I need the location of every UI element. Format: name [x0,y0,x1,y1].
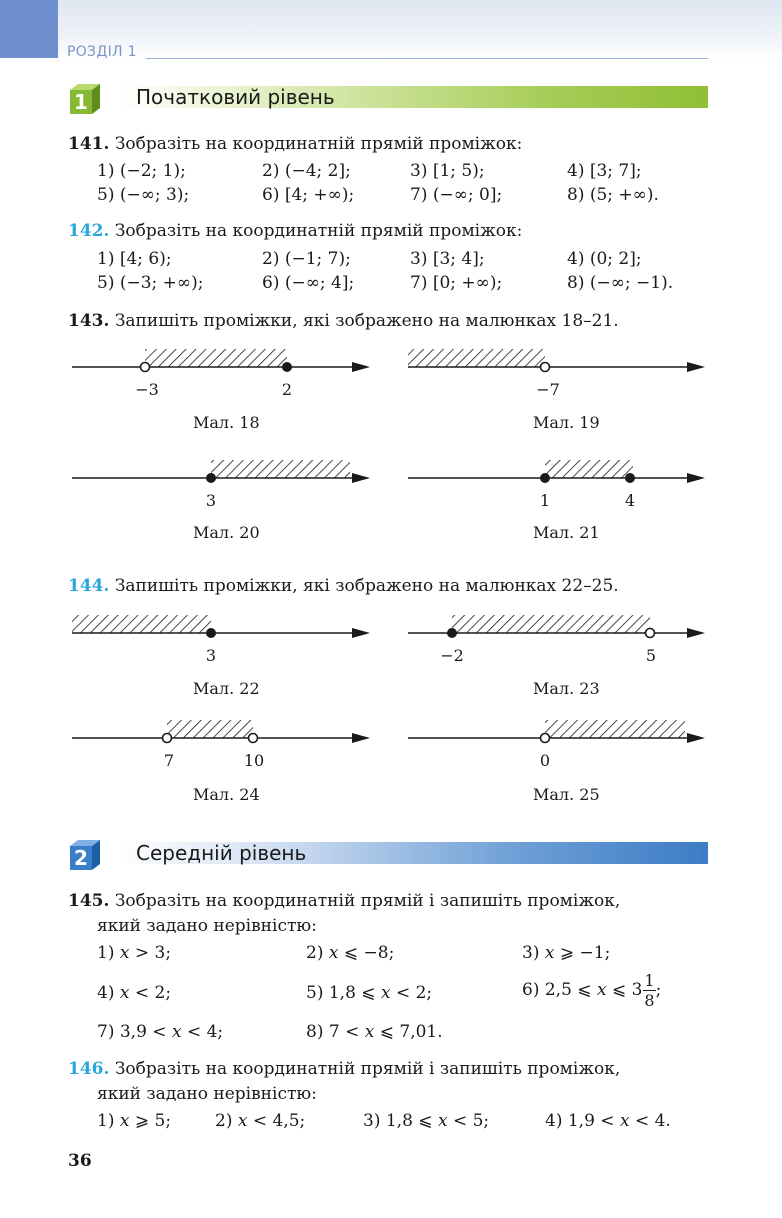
cube-badge-icon [68,82,100,114]
arrow-head-icon [687,473,705,483]
closed-point [282,362,292,372]
caption-fig-20: Мал. 20 [193,523,260,542]
level-2-badge-number: 2 [74,846,88,870]
exercise-146-text-line2: який задано нерівністю: [97,1084,317,1104]
ex141-item-8: 8) (5; +∞). [567,185,659,205]
caption-fig-22: Мал. 22 [193,679,260,698]
exercise-number: 143. [68,311,110,331]
exercise-text: Запишіть проміжки, які зображено на малюнках 18–21. [114,311,619,331]
ex145-item-3: 3) x ⩾ −1; [522,943,611,963]
closed-point [206,628,216,638]
ex142-item-2: 2) (−1; 7); [262,249,351,269]
hatch-region [545,460,633,478]
ex142-item-5: 5) (−3; +∞); [97,273,204,293]
exercise-text: Запишіть проміжки, які зображено на малюнках 22–25. [114,576,619,596]
level-1-title: Початковий рівень [136,85,335,109]
ex146-item-2: 2) x < 4,5; [215,1111,306,1131]
arrow-head-icon [352,362,370,372]
exercise-number: 141. [68,134,110,154]
ex145-item-4: 4) x < 2; [97,983,172,1003]
axis-label: −2 [440,646,464,665]
caption-fig-25: Мал. 25 [533,785,600,804]
hatch-region [167,720,253,738]
figure-20 [72,460,370,510]
exercise-145-heading [68,891,620,911]
exercise-143-heading [68,311,619,331]
section-label: РОЗДІЛ 1 [67,44,137,60]
caption-fig-19: Мал. 19 [533,413,600,432]
ex145-item-1: 1) x > 3; [97,943,172,963]
exercise-number: 145. [68,891,110,911]
closed-point [206,473,216,483]
axis-label: 5 [645,646,657,665]
figure-23 [408,615,705,665]
ex142-item-8: 8) (−∞; −1). [567,273,674,293]
exercise-number: 146. [68,1059,110,1079]
ex146-item-3: 3) 1,8 ⩽ x < 5; [363,1111,490,1131]
arrow-head-icon [352,733,370,743]
open-point [249,734,258,743]
figure-18 [72,349,370,399]
ex141-item-4: 4) [3; 7]; [567,161,642,181]
ex141-item-2: 2) (−4; 2]; [262,161,351,181]
figure-25 [408,720,705,770]
open-point [163,734,172,743]
axis-label: 4 [624,491,636,510]
caption-fig-23: Мал. 23 [533,679,600,698]
arrow-head-icon [352,473,370,483]
ex141-item-7: 7) (−∞; 0]; [410,185,503,205]
ex141-item-3: 3) [1; 5); [410,161,485,181]
axis-label: 1 [539,491,551,510]
axis-label: 0 [539,751,551,770]
closed-point [447,628,457,638]
ex142-item-4: 4) (0; 2]; [567,249,642,269]
exercise-text: Зобразіть на координатній прямій проміжок: [114,221,523,241]
open-point [541,363,550,372]
level-1-bar [68,82,708,114]
figure-22 [72,615,370,665]
open-point [646,629,655,638]
arrow-head-icon [687,362,705,372]
arrow-head-icon [687,733,705,743]
page-number: 36 [68,1151,92,1171]
figure-21 [408,460,705,510]
hatch-region [408,349,545,367]
level-2-title: Середній рівень [136,841,307,865]
corner-block [0,0,58,58]
axis-label: 10 [243,751,265,770]
ex146-item-1: 1) x ⩾ 5; [97,1111,172,1131]
ex142-item-6: 6) (−∞; 4]; [262,273,355,293]
arrow-head-icon [687,628,705,638]
ex141-item-1: 1) (−2; 1); [97,161,186,181]
ex145-item-6: 6) 2,5 ⩽ x ⩽ 3 $\frac{1}{8}$ ; [522,971,662,1010]
ex145-item-7: 7) 3,9 < x < 4; [97,1022,224,1042]
axis-label: 3 [205,646,217,665]
exercise-text: Зобразіть на координатній прямій проміжок: [114,134,523,154]
fraction: $\frac{1}{8}$ [644,971,655,1010]
axis-label: 7 [163,751,175,770]
ex142-item-1: 1) [4; 6); [97,249,172,269]
ex141-item-5: 5) (−∞; 3); [97,185,190,205]
section-divider [146,58,708,59]
open-point [141,363,150,372]
exercise-number: 142. [68,221,110,241]
ex142-item-3: 3) [3; 4]; [410,249,485,269]
hatch-region [211,460,350,478]
closed-point [540,473,550,483]
exercise-number: 144. [68,576,110,596]
hatch-region [545,720,685,738]
ex142-item-7: 7) [0; +∞); [410,273,503,293]
exercise-141-heading [68,134,522,154]
axis-label: 3 [205,491,217,510]
ex145-item-8: 8) 7 < x ⩽ 7,01. [306,1022,443,1042]
closed-point [625,473,635,483]
figure-19 [408,349,705,399]
cube-badge-icon [68,838,100,870]
axis-label: −7 [536,380,560,399]
ex146-item-4: 4) 1,9 < x < 4. [545,1111,671,1131]
level-1-badge-number: 1 [74,90,88,114]
open-point [541,734,550,743]
ex141-item-6: 6) [4; +∞); [262,185,355,205]
exercise-146-heading [68,1059,620,1079]
caption-fig-24: Мал. 24 [193,785,260,804]
exercise-text: Зобразіть на координатній прямій і запишіть проміжок, [114,1059,621,1079]
hatch-region [452,615,650,633]
exercise-142-heading [68,221,522,241]
exercise-text: Зобразіть на координатній прямій і запишіть проміжок, [114,891,621,911]
exercise-144-heading [68,576,619,596]
number-line-figures [0,330,782,810]
exercise-145-text-line2: який задано нерівністю: [97,916,317,936]
hatch-region [72,615,211,633]
caption-fig-21: Мал. 21 [533,523,600,542]
arrow-head-icon [352,628,370,638]
axis-label: 2 [281,380,293,399]
axis-label: −3 [135,380,159,399]
ex145-item-2: 2) x ⩽ −8; [306,943,395,963]
ex145-item-5: 5) 1,8 ⩽ x < 2; [306,983,433,1003]
level-2-bar [68,838,708,870]
figure-24 [72,720,370,770]
hatch-region [145,349,287,367]
caption-fig-18: Мал. 18 [193,413,260,432]
